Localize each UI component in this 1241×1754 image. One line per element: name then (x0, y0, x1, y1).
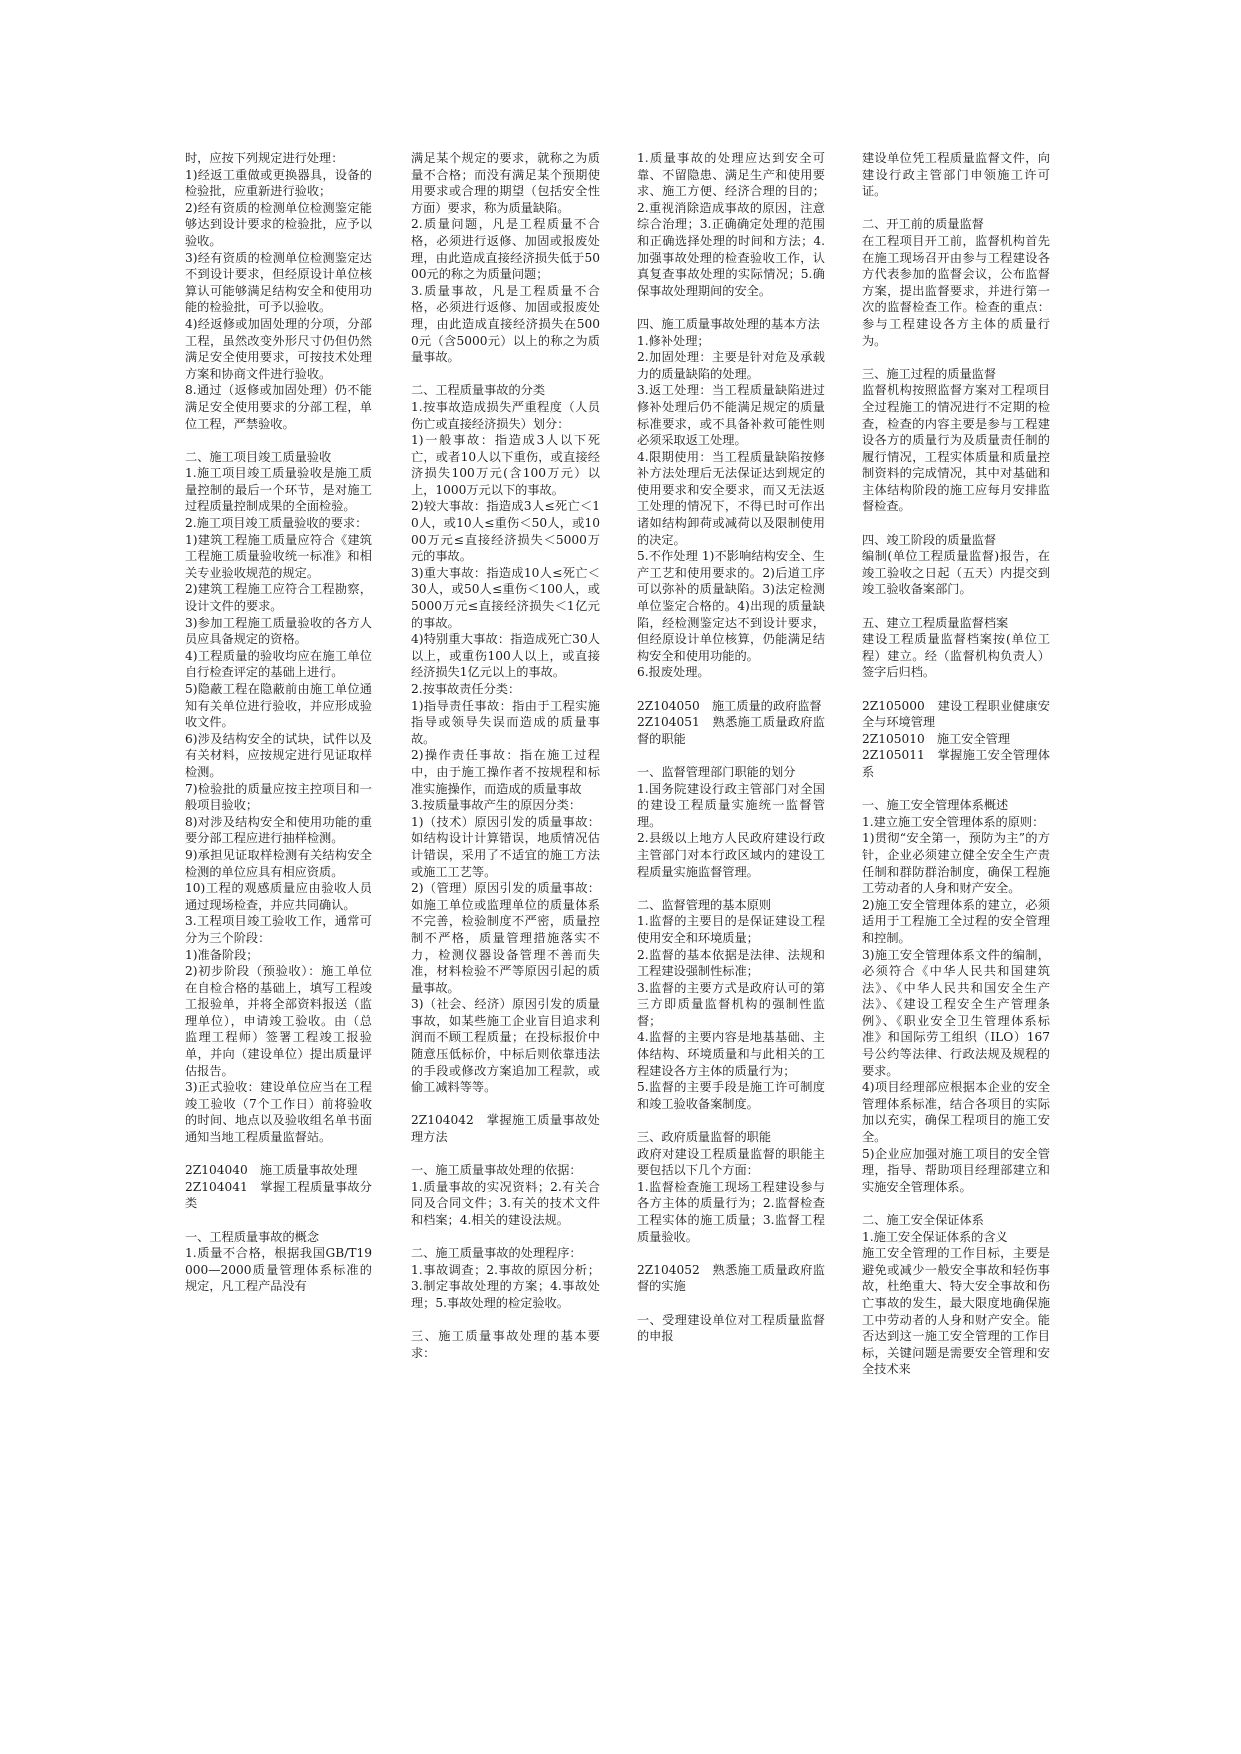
text-paragraph: 3)（社会、经济）原因引发的质量事故，如某些施工企业盲目追求利润而不顾工程质量；在投标报价中随意压低标价，中标后则依靠违法的手段或修改方案追加工程款，或偷工减料等等。 (411, 997, 600, 1095)
text-paragraph: 施工安全管理的工作目标，主要是避免或减少一般安全事故和轻伤事故，杜绝重大、特大安全事故和伤亡事故的发生，最大限度地确保施工中劳动者的人身和财产安全。能否达到这一施工安全管理的工作目标，关键问题是需要安全管理和安全技术来 (862, 1246, 1050, 1377)
text-paragraph: 建设工程质量监督档案按(单位工程）建立。经（监督机构负责人）签字后归档。 (862, 632, 1050, 680)
text-paragraph: 1.施工安全保证体系的含义 (862, 1229, 1008, 1244)
text-paragraph: 2)初步阶段（预验收）：施工单位在自检合格的基础上，填写工程竣工报验单，并将全部资料报送（监理单位），申请竣工验收。由（总监理工程师）签署工程竣工报验单，并向（建设单位）提出质量评估报告。 (185, 964, 372, 1078)
text-paragraph: 1)准备阶段； (185, 947, 259, 962)
text-paragraph: 2Z104052 熟悉施工质量政府监督的实施 (637, 1262, 825, 1294)
text-paragraph: 三、施工质量事故处理的基本要求： (411, 1329, 600, 1360)
paragraph-gap (637, 1295, 825, 1312)
text-paragraph: 二、开工前的质量监督 (862, 217, 984, 232)
text-paragraph: 政府对建设工程质量监督的职能主要包括以下几个方面： (637, 1146, 825, 1178)
text-paragraph: 3.工程项目竣工验收工作，通常可分为三个阶段： (185, 914, 372, 945)
text-paragraph: 2Z105010 施工安全管理 (862, 731, 1011, 746)
text-paragraph: 2Z105000 建设工程职业健康安全与环境管理 (862, 698, 1050, 730)
text-paragraph: 四、竣工阶段的质量监督 (862, 532, 997, 547)
text-paragraph: 4.限期使用：当工程质量缺陷按修补方法处理后无法保证达到规定的使用要求和安全要求，而又无法返工处理的情况下，不得已时可作出诸如结构卸荷或减荷以及限制使用的决定。 (637, 449, 825, 547)
paragraph-gap (411, 366, 600, 383)
text-paragraph: 4)特别重大事故：指造成死亡30人以上，或重伤100人以上，或直接经济损失1亿元以上的事故。 (411, 632, 600, 680)
text-paragraph: 8.通过（返修或加固处理）仍不能满足安全使用要求的分部工程，单位工程，严禁验收。 (185, 383, 372, 431)
text-paragraph: 2.县级以上地方人民政府建设行政主管部门对本行政区域内的建设工程质量实施监督管理。 (637, 831, 825, 879)
text-paragraph: 2.施工项目竣工质量验收的要求： (185, 516, 368, 531)
text-paragraph: 3.监督的主要方式是政府认可的第三方即质量监督机构的强制性监督； (637, 980, 825, 1028)
paragraph-gap (637, 1112, 825, 1129)
text-paragraph: 1)建筑工程施工质量应符合《建筑工程施工质量验收统一标准》和相关专业验收规范的规定。 (185, 532, 372, 580)
text-paragraph: 4.监督的主要内容是地基基础、主体结构、环境质量和与此相关的工程建设各方主体的质量行为； (637, 1030, 825, 1078)
text-paragraph: 5.监督的主要手段是施工许可制度和竣工验收备案制度。 (637, 1080, 825, 1111)
text-paragraph: 3)参加工程施工质量验收的各方人员应具备规定的资格。 (185, 615, 372, 647)
text-paragraph: 2Z104050 施工质量的政府监督 (637, 698, 822, 713)
text-paragraph: 4)工程质量的验收均应在施工单位自行检查评定的基础上进行。 (185, 648, 372, 680)
paragraph-gap (637, 880, 825, 897)
text-paragraph: 1)（技术）原因引发的质量事故：如结构设计计算错误，地质情况估计错误，采用了不适宜的施工方法或施工工艺等。 (411, 814, 600, 879)
paragraph-gap (862, 200, 1050, 217)
text-paragraph: 3)正式验收：建设单位应当在工程竣工验收（7个工作日）前将验收的时间、地点以及验收组名单书面通知当地工程质量监督站。 (185, 1080, 372, 1145)
paragraph-gap (185, 1212, 372, 1229)
text-paragraph: 9)承担见证取样检测有关结构安全检测的单位应具有相应资质。 (185, 847, 372, 879)
text-paragraph: 2)（管理）原因引发的质量事故：如施工单位或监理单位的质量体系不完善，检验制度不严密，质量控制不严格，质量管理措施落实不力，检测仪器设备管理不善而失准，材料检验不严等原因引起的质量事故。 (411, 881, 600, 995)
paragraph-gap (862, 515, 1050, 532)
text-paragraph: 3)施工安全管理体系文件的编制，必须符合《中华人民共和国建筑法》、《中华人民共和国安全生产法》、《建设工程安全生产管理条例》、《职业安全卫生管理体系标准》和国际劳工组织（ILO）167号公约等法律、行政法规及规程的要求。 (862, 947, 1050, 1078)
text-paragraph: 1.质量事故的实况资料；2.有关合同及合同文件；3.有关的技术文件和档案；4.相关的建设法规。 (411, 1179, 600, 1227)
text-paragraph: 五、建立工程质量监督档案 (862, 615, 1009, 630)
text-paragraph: 2)经有资质的检测单位检测鉴定能够达到设计要求的检验批，应予以验收。 (185, 200, 372, 248)
text-paragraph: 3)经有资质的检测单位检测鉴定达不到设计要求，但经原设计单位核算认可能够满足结构安全和使用功能的检验批，可予以验收。 (185, 250, 372, 315)
text-paragraph: 1.质量事故的处理应达到安全可靠、不留隐患、满足生产和使用要求、施工方便、经济合理的目的；2.重视消除造成事故的原因，注意综合治理；3.正确确定处理的范围和正确选择处理的时间和方法；4.加强事故处理的检查验收工作，认真复查事故处理的实际情况；5.确保事故处理期间的安全。 (637, 151, 825, 298)
paragraph-gap (411, 1146, 600, 1163)
text-paragraph: 四、施工质量事故处理的基本方法 (637, 316, 820, 331)
text-paragraph: 1.按事故造成损失严重程度（人员伤亡或直接经济损失）划分： (411, 399, 600, 431)
text-paragraph: 一、受理建设单位对工程质量监督的申报 (637, 1312, 825, 1344)
text-paragraph: 5)隐蔽工程在隐蔽前由施工单位通知有关单位进行验收，并应形成验收文件。 (185, 682, 372, 730)
text-paragraph: 3.按质量事故产生的原因分类： (411, 798, 582, 813)
paragraph-gap (862, 349, 1050, 366)
text-paragraph: 三、政府质量监督的职能 (637, 1130, 772, 1145)
text-paragraph: 2Z104042 掌握施工质量事故处理方法 (411, 1113, 600, 1145)
text-paragraph: 1.事故调查；2.事故的原因分析；3.制定事故处理的方案；4.事故处理；5.事故处理的检定验收。 (411, 1262, 600, 1310)
text-column-1 (185, 150, 372, 1295)
text-paragraph: 2Z104041 掌握工程质量事故分类 (185, 1179, 372, 1211)
text-paragraph: 3)重大事故：指造成10人≤死亡＜30人，或50人≤重伤＜100人，或5000万元≤直接经济损失＜1亿元的事故。 (411, 565, 600, 630)
paragraph-gap (185, 432, 372, 449)
text-column-4 (862, 150, 1050, 1378)
paragraph-gap (862, 598, 1050, 615)
text-paragraph: 3.返工处理：当工程质量缺陷进过修补处理后仍不能满足规定的质量标准要求，或不具备补救可能性则必须采取返工处理。 (637, 383, 825, 448)
text-paragraph: 一、工程质量事故的概念 (185, 1229, 320, 1244)
text-paragraph: 一、监督管理部门职能的划分 (637, 764, 796, 779)
text-paragraph: 1.国务院建设行政主管部门对全国的建设工程质量实施统一监督管理。 (637, 781, 825, 829)
text-paragraph: 二、监督管理的基本原则 (637, 897, 772, 912)
paragraph-gap (862, 1195, 1050, 1212)
text-paragraph: 6.报废处理。 (637, 665, 710, 680)
text-paragraph: 1)经返工重做或更换器具，设备的检验批，应重新进行验收； (185, 167, 372, 199)
text-paragraph: 1.修补处理； (637, 333, 710, 348)
text-paragraph: 2Z104040 施工质量事故处理 (185, 1163, 358, 1178)
paragraph-gap (637, 299, 825, 316)
paragraph-gap (185, 1146, 372, 1163)
paragraph-gap (637, 681, 825, 698)
text-paragraph: 2Z105011 掌握施工安全管理体系 (862, 748, 1050, 779)
text-paragraph: 6)涉及结构安全的试块，试件以及有关材料，应按规定进行见证取样检测。 (185, 731, 372, 779)
text-paragraph: 建设单位凭工程质量监督文件，向建设行政主管部门申领施工许可证。 (862, 151, 1050, 199)
text-paragraph: 二、施工质量事故的处理程序： (411, 1246, 582, 1261)
text-paragraph: 2.监督的基本依据是法律、法规和工程建设强制性标准； (637, 947, 825, 979)
text-paragraph: 1)贯彻“安全第一，预防为主”的方针，企业必须建立健全安全生产责任制和群防群治制度，确保工程施工劳动者的人身和财产安全。 (862, 831, 1050, 896)
text-paragraph: 1.监督检查施工现场工程建设参与各方主体的质量行为；2.监督检查工程实体的施工质量；3.监督工程质量验收。 (637, 1179, 825, 1244)
text-paragraph: 2Z104051 熟悉施工质量政府监督的职能 (637, 715, 825, 746)
paragraph-gap (411, 1096, 600, 1113)
text-paragraph: 二、施工安全保证体系 (862, 1213, 984, 1227)
text-paragraph: 2.按事故责任分类： (411, 682, 521, 696)
text-paragraph: 一、施工质量事故处理的依据： (411, 1163, 582, 1178)
text-paragraph: 二、工程质量事故的分类 (411, 383, 546, 398)
text-paragraph: 三、施工过程的质量监督 (862, 366, 997, 381)
text-column-3 (637, 150, 825, 1345)
text-paragraph: 1.质量不合格，根据我国GB/T19000—2000质量管理体系标准的规定，凡工程产品没有 (185, 1246, 372, 1294)
paragraph-gap (411, 1229, 600, 1246)
text-paragraph: 时，应按下列规定进行处理： (185, 151, 344, 165)
text-paragraph: 3.质量事故，凡是工程质量不合格，必须进行返修、加固或报废处理，由此造成直接经济损失在5000元（含5000元）以上的称之为质量事故。 (411, 283, 600, 365)
text-paragraph: 4)经返修或加固处理的分项，分部工程，虽然改变外形尺寸仍但仍然满足安全使用要求，可按技术处理方案和协商文件进行验收。 (185, 316, 372, 381)
text-paragraph: 2)操作责任事故：指在施工过程中，由于施工操作者不按规程和标准实施操作，而造成的质量事故 (411, 748, 600, 796)
paragraph-gap (637, 747, 825, 764)
text-paragraph: 2.质量问题，凡是工程质量不合格，必须进行返修、加固或报废处理，由此造成直接经济损失低于5000元的称之为质量问题； (411, 217, 600, 282)
paragraph-gap (637, 1245, 825, 1262)
text-paragraph: 1.监督的主要目的是保证建设工程使用安全和环境质量； (637, 914, 825, 945)
text-paragraph: 在工程项目开工前，监督机构首先在施工现场召开由参与工程建设各方代表参加的监督会议，公布监督方案，提出监督要求，并进行第一次的监督检查工作。检查的重点：参与工程建设各方主体的质量行为。 (862, 233, 1050, 348)
paragraph-gap (862, 781, 1050, 798)
text-paragraph: 二、施工项目竣工质量验收 (185, 449, 332, 464)
text-paragraph: 2)建筑工程施工应符合工程勘察，设计文件的要求。 (185, 582, 372, 614)
text-paragraph: 2.加固处理：主要是针对危及承载力的质量缺陷的处理。 (637, 350, 825, 381)
text-paragraph: 5.不作处理 1)不影响结构安全、生产工艺和使用要求的。2)后道工序可以弥补的质量缺陷。3)法定检测单位鉴定合格的。4)出现的质量缺陷，经检测鉴定达不到设计要求，但经原设计单位核算，仍能满足结构安全和使用功能的。 (637, 549, 825, 663)
text-column-2 (411, 150, 600, 1361)
text-paragraph: 满足某个规定的要求，就称之为质量不合格；而没有满足某个预期使用要求或合理的期望（包括安全性方面）要求，称为质量缺陷。 (411, 151, 600, 215)
text-paragraph: 1)一般事故：指造成3人以下死亡，或者10人以下重伤，或直接经济损失100万元(含100万元）以上，1000万元以下的事故。 (411, 433, 600, 497)
text-paragraph: 编制(单位工程质量监督)报告，在竣工验收之日起（五天）内提交到竣工验收备案部门。 (862, 549, 1050, 597)
text-paragraph: 2)施工安全管理体系的建立，必须适用于工程施工全过程的安全管理和控制。 (862, 897, 1050, 945)
text-paragraph: 1.施工项目竣工质量验收是施工质量控制的最后一个环节，是对施工过程质量控制成果的全面检验。 (185, 466, 372, 514)
text-paragraph: 1)指导责任事故：指由于工程实施指导或领导失误而造成的质量事故。 (411, 698, 600, 746)
text-paragraph: 10)工程的观感质量应由验收人员通过现场检查，并应共同确认。 (185, 881, 372, 912)
paragraph-gap (411, 1312, 600, 1329)
text-paragraph: 4)项目经理部应根据本企业的安全管理体系标准，结合各项目的实际加以充实，确保工程项目的施工安全。 (862, 1080, 1050, 1145)
text-paragraph: 2)较大事故：指造成3人≤死亡＜10人，或10人≤重伤＜50人，或1000万元≤直接经济损失＜5000万元的事故。 (411, 499, 600, 564)
text-paragraph: 5)企业应加强对施工项目的安全管理，指导、帮助项目经理部建立和实施安全管理体系。 (862, 1146, 1050, 1194)
text-paragraph: 监督机构按照监督方案对工程项目全过程施工的情况进行不定期的检查，检查的内容主要是参与工程建设各方的质量行为及质量责任制的履行情况，工程实体质量和质量控制资料的完成情况，其中对基础和主体结构阶段的施工应每月安排监督检查。 (862, 383, 1050, 514)
text-paragraph: 1.建立施工安全管理体系的原则： (862, 814, 1045, 829)
text-paragraph: 7)检验批的质量应按主控项目和一般项目验收； (185, 781, 372, 813)
text-paragraph: 一、施工安全管理体系概述 (862, 798, 1009, 813)
paragraph-gap (862, 681, 1050, 698)
text-paragraph: 8)对涉及结构安全和使用功能的重要分部工程应进行抽样检测。 (185, 814, 372, 846)
